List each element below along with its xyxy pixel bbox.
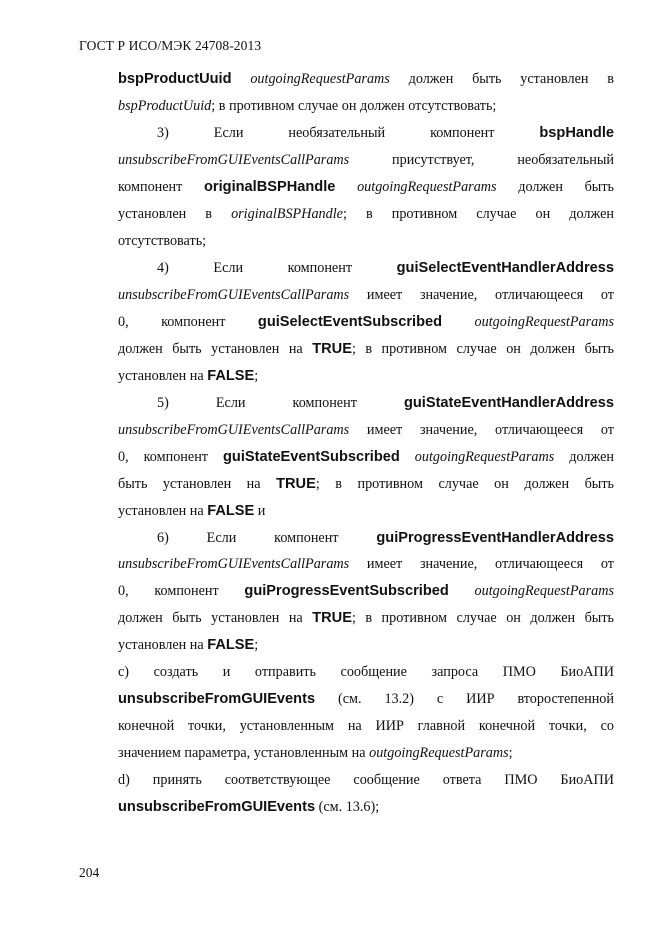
text-run (442, 314, 474, 330)
text-line (118, 475, 614, 493)
text-run: ; (254, 368, 259, 384)
italic-term: unsubscribeFromGUIEventsCallParams (118, 287, 350, 303)
italic-term: outgoingRequestParams (369, 745, 509, 761)
text-run: 0, компонент (118, 583, 245, 599)
text-line (118, 555, 614, 573)
text-run (449, 583, 475, 599)
italic-term: outgoingRequestParams (474, 583, 615, 599)
text-line (118, 232, 614, 250)
code-term: guiProgressEventSubscribed (244, 583, 449, 599)
text-line (118, 798, 614, 816)
text-line (118, 286, 614, 304)
text-run: отсутствовать; (118, 233, 207, 249)
text-run: и (254, 503, 266, 519)
page-header: ГОСТ Р ИСО/МЭК 24708-2013 (79, 38, 262, 53)
text-run: должен быть установлен на (118, 341, 313, 357)
text-line (157, 529, 614, 547)
text-run (335, 179, 357, 195)
text-run: значением параметра, установленным на (118, 745, 370, 761)
text-run: (см. 13.6); (315, 799, 380, 815)
text-run: должен быть установлен на (118, 610, 313, 626)
text-run: 0, компонент (118, 449, 223, 465)
italic-term: outgoingRequestParams (474, 314, 614, 330)
code-term: FALSE (207, 368, 255, 384)
text-run: 0, компонент (118, 314, 258, 330)
text-line (118, 205, 614, 223)
italic-term: outgoingRequestParams (250, 71, 390, 87)
code-term: guiSelectEventHandlerAddress (396, 260, 614, 276)
text-line (118, 313, 614, 331)
text-line (157, 124, 614, 142)
text-line (118, 690, 614, 708)
code-term: FALSE (207, 503, 255, 519)
text-run: ; в противном случае он должен (342, 206, 615, 222)
text-run (232, 71, 251, 87)
text-run: установлен на (118, 637, 208, 653)
text-run: d) принять соответствующее сообщение ответа ПМО БиоАПИ (118, 772, 614, 788)
text-run: имеет значение, отличающееся от (349, 422, 614, 438)
text-run: установлен на (118, 503, 208, 519)
italic-term: bspProductUuid (118, 98, 212, 114)
text-line (118, 771, 614, 789)
text-run: 3) Если необязательный компонент (157, 125, 540, 141)
text-run: с) создать и отправить сообщение запроса ПМО БиоАПИ (118, 664, 614, 680)
code-term: guiSelectEventSubscribed (257, 314, 443, 330)
text-run: ; в противном случае он должен быть (351, 610, 614, 626)
text-line (118, 636, 614, 654)
text-run: быть установлен на (118, 476, 277, 492)
page-number: 204 (79, 865, 100, 880)
italic-term: unsubscribeFromGUIEventsCallParams (118, 152, 350, 168)
text-run: должен (554, 449, 614, 465)
code-term: originalBSPHandle (204, 179, 336, 195)
code-term: TRUE (276, 476, 316, 492)
text-line (118, 448, 614, 466)
code-term: guiStateEventSubscribed (222, 449, 400, 465)
text-line (118, 717, 614, 735)
text-run: 6) Если компонент (157, 530, 377, 546)
text-line (118, 367, 614, 385)
italic-term: outgoingRequestParams (357, 179, 497, 195)
text-run: имеет значение, отличающееся от (349, 556, 614, 572)
text-line (157, 394, 614, 412)
text-run: ; (508, 745, 513, 761)
code-term: unsubscribeFromGUIEvents (118, 799, 316, 815)
text-line (157, 259, 614, 277)
code-term: guiProgressEventHandlerAddress (376, 530, 614, 546)
text-run: ; (254, 637, 259, 653)
text-run: (см. 13.2) с ИИР второстепенной (315, 691, 614, 707)
text-line (118, 421, 614, 439)
text-run (400, 449, 415, 465)
text-run: ; в противном случае он должен быть (351, 341, 614, 357)
text-run: установлен в (118, 206, 232, 222)
text-line (118, 582, 614, 600)
text-run: 5) Если компонент (157, 395, 404, 411)
text-run: 4) Если компонент (157, 260, 397, 276)
italic-term: unsubscribeFromGUIEventsCallParams (118, 556, 350, 572)
text-line (118, 151, 614, 169)
italic-term: outgoingRequestParams (414, 449, 555, 465)
text-line (118, 744, 614, 762)
text-run: ; в противном случае он должен отсутствовать; (211, 98, 497, 114)
text-line (118, 609, 614, 627)
code-term: guiStateEventHandlerAddress (403, 395, 614, 411)
code-term: bspHandle (539, 125, 614, 141)
code-term: TRUE (312, 610, 352, 626)
text-run: компонент (118, 179, 205, 195)
text-line (118, 502, 614, 520)
code-term: bspProductUuid (118, 71, 232, 87)
text-run: должен быть установлен в (389, 71, 615, 87)
text-line (118, 70, 614, 88)
text-line (118, 97, 614, 115)
code-term: FALSE (207, 637, 255, 653)
code-term: unsubscribeFromGUIEvents (118, 691, 316, 707)
text-run: конечной точки, установленным на ИИР главной конечной точки, со (118, 718, 614, 734)
text-run: установлен на (118, 368, 208, 384)
text-run: ; в противном случае он должен быть (315, 476, 615, 492)
text-run: должен быть (496, 179, 615, 195)
italic-term: unsubscribeFromGUIEventsCallParams (118, 422, 350, 438)
italic-term: originalBSPHandle (231, 206, 343, 222)
text-line (118, 663, 614, 681)
text-line (118, 340, 614, 358)
text-run: присутствует, необязательный (349, 152, 614, 168)
text-run: имеет значение, отличающееся от (349, 287, 614, 303)
text-line (118, 178, 614, 196)
code-term: TRUE (312, 341, 352, 357)
